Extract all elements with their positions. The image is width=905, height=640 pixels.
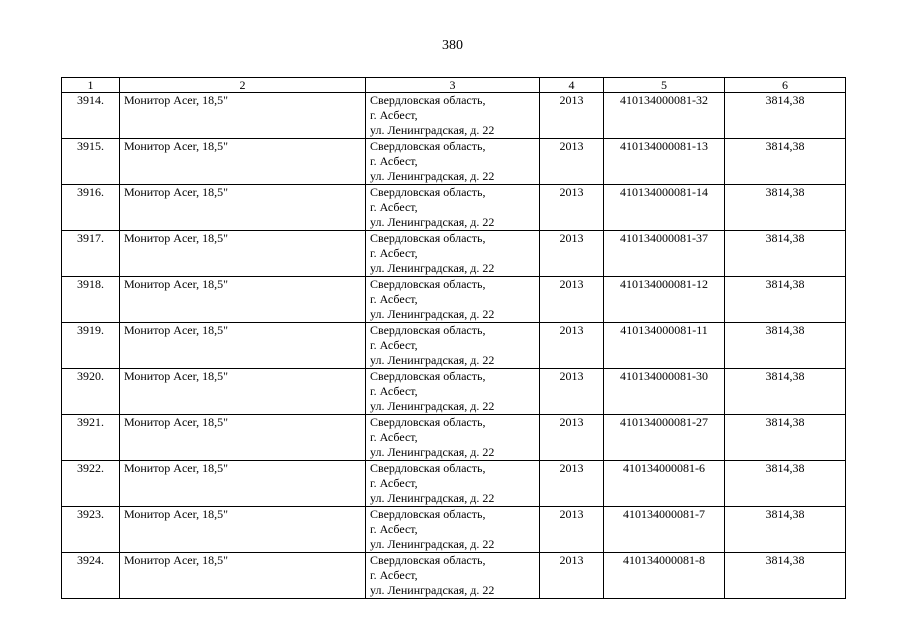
item-name-cell: Монитор Acer, 18,5" bbox=[120, 231, 366, 277]
address-cell bbox=[366, 93, 540, 139]
address-line: ул. Ленинградская, д. 22 bbox=[370, 445, 495, 459]
address-line: ул. Ленинградская, д. 22 bbox=[370, 169, 495, 183]
address-line: г. Асбест, bbox=[370, 246, 418, 260]
year-cell: 2013 bbox=[540, 553, 604, 599]
inventory-number-cell: 410134000081-14 bbox=[604, 185, 725, 231]
address-cell bbox=[366, 277, 540, 323]
row-number-cell: 3923. bbox=[62, 507, 120, 553]
address-line: ул. Ленинградская, д. 22 bbox=[370, 353, 495, 367]
year-cell: 2013 bbox=[540, 277, 604, 323]
year-cell: 2013 bbox=[540, 461, 604, 507]
table-row bbox=[62, 277, 846, 323]
year-cell: 2013 bbox=[540, 323, 604, 369]
cost-cell: 3814,38 bbox=[725, 139, 846, 185]
inventory-number-cell: 410134000081-8 bbox=[604, 553, 725, 599]
inventory-number-cell: 410134000081-37 bbox=[604, 231, 725, 277]
address-line: ул. Ленинградская, д. 22 bbox=[370, 261, 495, 275]
inventory-number-cell: 410134000081-27 bbox=[604, 415, 725, 461]
column-header-1: 1 bbox=[62, 78, 120, 93]
item-name-cell: Монитор Acer, 18,5" bbox=[120, 185, 366, 231]
item-name-cell: Монитор Acer, 18,5" bbox=[120, 507, 366, 553]
address-line: Свердловская область, bbox=[370, 553, 486, 567]
address-cell bbox=[366, 139, 540, 185]
cost-cell: 3814,38 bbox=[725, 323, 846, 369]
row-number-cell: 3924. bbox=[62, 553, 120, 599]
cost-cell: 3814,38 bbox=[725, 507, 846, 553]
item-name-cell: Монитор Acer, 18,5" bbox=[120, 323, 366, 369]
address-line: Свердловская область, bbox=[370, 507, 486, 521]
item-name-cell: Монитор Acer, 18,5" bbox=[120, 553, 366, 599]
row-number-cell: 3918. bbox=[62, 277, 120, 323]
address-line: Свердловская область, bbox=[370, 139, 486, 153]
address-line: г. Асбест, bbox=[370, 292, 418, 306]
cost-cell: 3814,38 bbox=[725, 553, 846, 599]
address-cell bbox=[366, 415, 540, 461]
inventory-number-cell: 410134000081-12 bbox=[604, 277, 725, 323]
item-name-cell: Монитор Acer, 18,5" bbox=[120, 369, 366, 415]
address-line: Свердловская область, bbox=[370, 323, 486, 337]
inventory-number-cell: 410134000081-30 bbox=[604, 369, 725, 415]
column-header-6: 6 bbox=[725, 78, 846, 93]
row-number-cell: 3914. bbox=[62, 93, 120, 139]
table-row bbox=[62, 93, 846, 139]
year-cell: 2013 bbox=[540, 369, 604, 415]
table-row bbox=[62, 185, 846, 231]
address-line: Свердловская область, bbox=[370, 277, 486, 291]
address-line: г. Асбест, bbox=[370, 430, 418, 444]
inventory-number-cell: 410134000081-13 bbox=[604, 139, 725, 185]
address-line: г. Асбест, bbox=[370, 338, 418, 352]
year-cell: 2013 bbox=[540, 139, 604, 185]
year-cell: 2013 bbox=[540, 507, 604, 553]
row-number-cell: 3920. bbox=[62, 369, 120, 415]
table-row bbox=[62, 369, 846, 415]
column-header-2: 2 bbox=[120, 78, 366, 93]
row-number-cell: 3915. bbox=[62, 139, 120, 185]
row-number-cell: 3921. bbox=[62, 415, 120, 461]
cost-cell: 3814,38 bbox=[725, 277, 846, 323]
address-line: ул. Ленинградская, д. 22 bbox=[370, 537, 495, 551]
address-line: г. Асбест, bbox=[370, 154, 418, 168]
table-row bbox=[62, 553, 846, 599]
address-line: ул. Ленинградская, д. 22 bbox=[370, 583, 495, 597]
row-number-cell: 3917. bbox=[62, 231, 120, 277]
cost-cell: 3814,38 bbox=[725, 93, 846, 139]
address-line: г. Асбест, bbox=[370, 200, 418, 214]
address-line: г. Асбест, bbox=[370, 384, 418, 398]
column-header-3: 3 bbox=[366, 78, 540, 93]
row-number-cell: 3922. bbox=[62, 461, 120, 507]
address-line: г. Асбест, bbox=[370, 108, 418, 122]
year-cell: 2013 bbox=[540, 185, 604, 231]
cost-cell: 3814,38 bbox=[725, 461, 846, 507]
item-name-cell: Монитор Acer, 18,5" bbox=[120, 139, 366, 185]
row-number-cell: 3916. bbox=[62, 185, 120, 231]
address-line: Свердловская область, bbox=[370, 415, 486, 429]
table-row bbox=[62, 231, 846, 277]
address-cell bbox=[366, 553, 540, 599]
cost-cell: 3814,38 bbox=[725, 415, 846, 461]
table-body bbox=[62, 93, 846, 599]
year-cell: 2013 bbox=[540, 415, 604, 461]
table-row bbox=[62, 415, 846, 461]
address-line: Свердловская область, bbox=[370, 461, 486, 475]
item-name-cell: Монитор Acer, 18,5" bbox=[120, 461, 366, 507]
address-cell bbox=[366, 369, 540, 415]
table-row bbox=[62, 139, 846, 185]
page-number: 380 bbox=[442, 38, 463, 53]
table-row bbox=[62, 507, 846, 553]
address-line: ул. Ленинградская, д. 22 bbox=[370, 123, 495, 137]
table-row bbox=[62, 323, 846, 369]
address-cell bbox=[366, 461, 540, 507]
inventory-number-cell: 410134000081-32 bbox=[604, 93, 725, 139]
address-line: Свердловская область, bbox=[370, 185, 486, 199]
address-line: ул. Ленинградская, д. 22 bbox=[370, 307, 495, 321]
inventory-table bbox=[61, 77, 846, 599]
cost-cell: 3814,38 bbox=[725, 231, 846, 277]
address-line: Свердловская область, bbox=[370, 93, 486, 107]
table-row bbox=[62, 461, 846, 507]
address-line: г. Асбест, bbox=[370, 522, 418, 536]
header-row bbox=[62, 78, 846, 93]
address-line: г. Асбест, bbox=[370, 476, 418, 490]
item-name-cell: Монитор Acer, 18,5" bbox=[120, 93, 366, 139]
address-line: ул. Ленинградская, д. 22 bbox=[370, 215, 495, 229]
item-name-cell: Монитор Acer, 18,5" bbox=[120, 415, 366, 461]
row-number-cell: 3919. bbox=[62, 323, 120, 369]
address-line: г. Асбест, bbox=[370, 568, 418, 582]
item-name-cell: Монитор Acer, 18,5" bbox=[120, 277, 366, 323]
cost-cell: 3814,38 bbox=[725, 185, 846, 231]
address-cell bbox=[366, 507, 540, 553]
address-line: Свердловская область, bbox=[370, 369, 486, 383]
inventory-number-cell: 410134000081-11 bbox=[604, 323, 725, 369]
column-header-4: 4 bbox=[540, 78, 604, 93]
cost-cell: 3814,38 bbox=[725, 369, 846, 415]
inventory-number-cell: 410134000081-6 bbox=[604, 461, 725, 507]
address-cell bbox=[366, 185, 540, 231]
address-cell bbox=[366, 323, 540, 369]
year-cell: 2013 bbox=[540, 231, 604, 277]
address-line: ул. Ленинградская, д. 22 bbox=[370, 491, 495, 505]
address-line: Свердловская область, bbox=[370, 231, 486, 245]
address-cell bbox=[366, 231, 540, 277]
inventory-number-cell: 410134000081-7 bbox=[604, 507, 725, 553]
year-cell: 2013 bbox=[540, 93, 604, 139]
address-line: ул. Ленинградская, д. 22 bbox=[370, 399, 495, 413]
column-header-5: 5 bbox=[604, 78, 725, 93]
